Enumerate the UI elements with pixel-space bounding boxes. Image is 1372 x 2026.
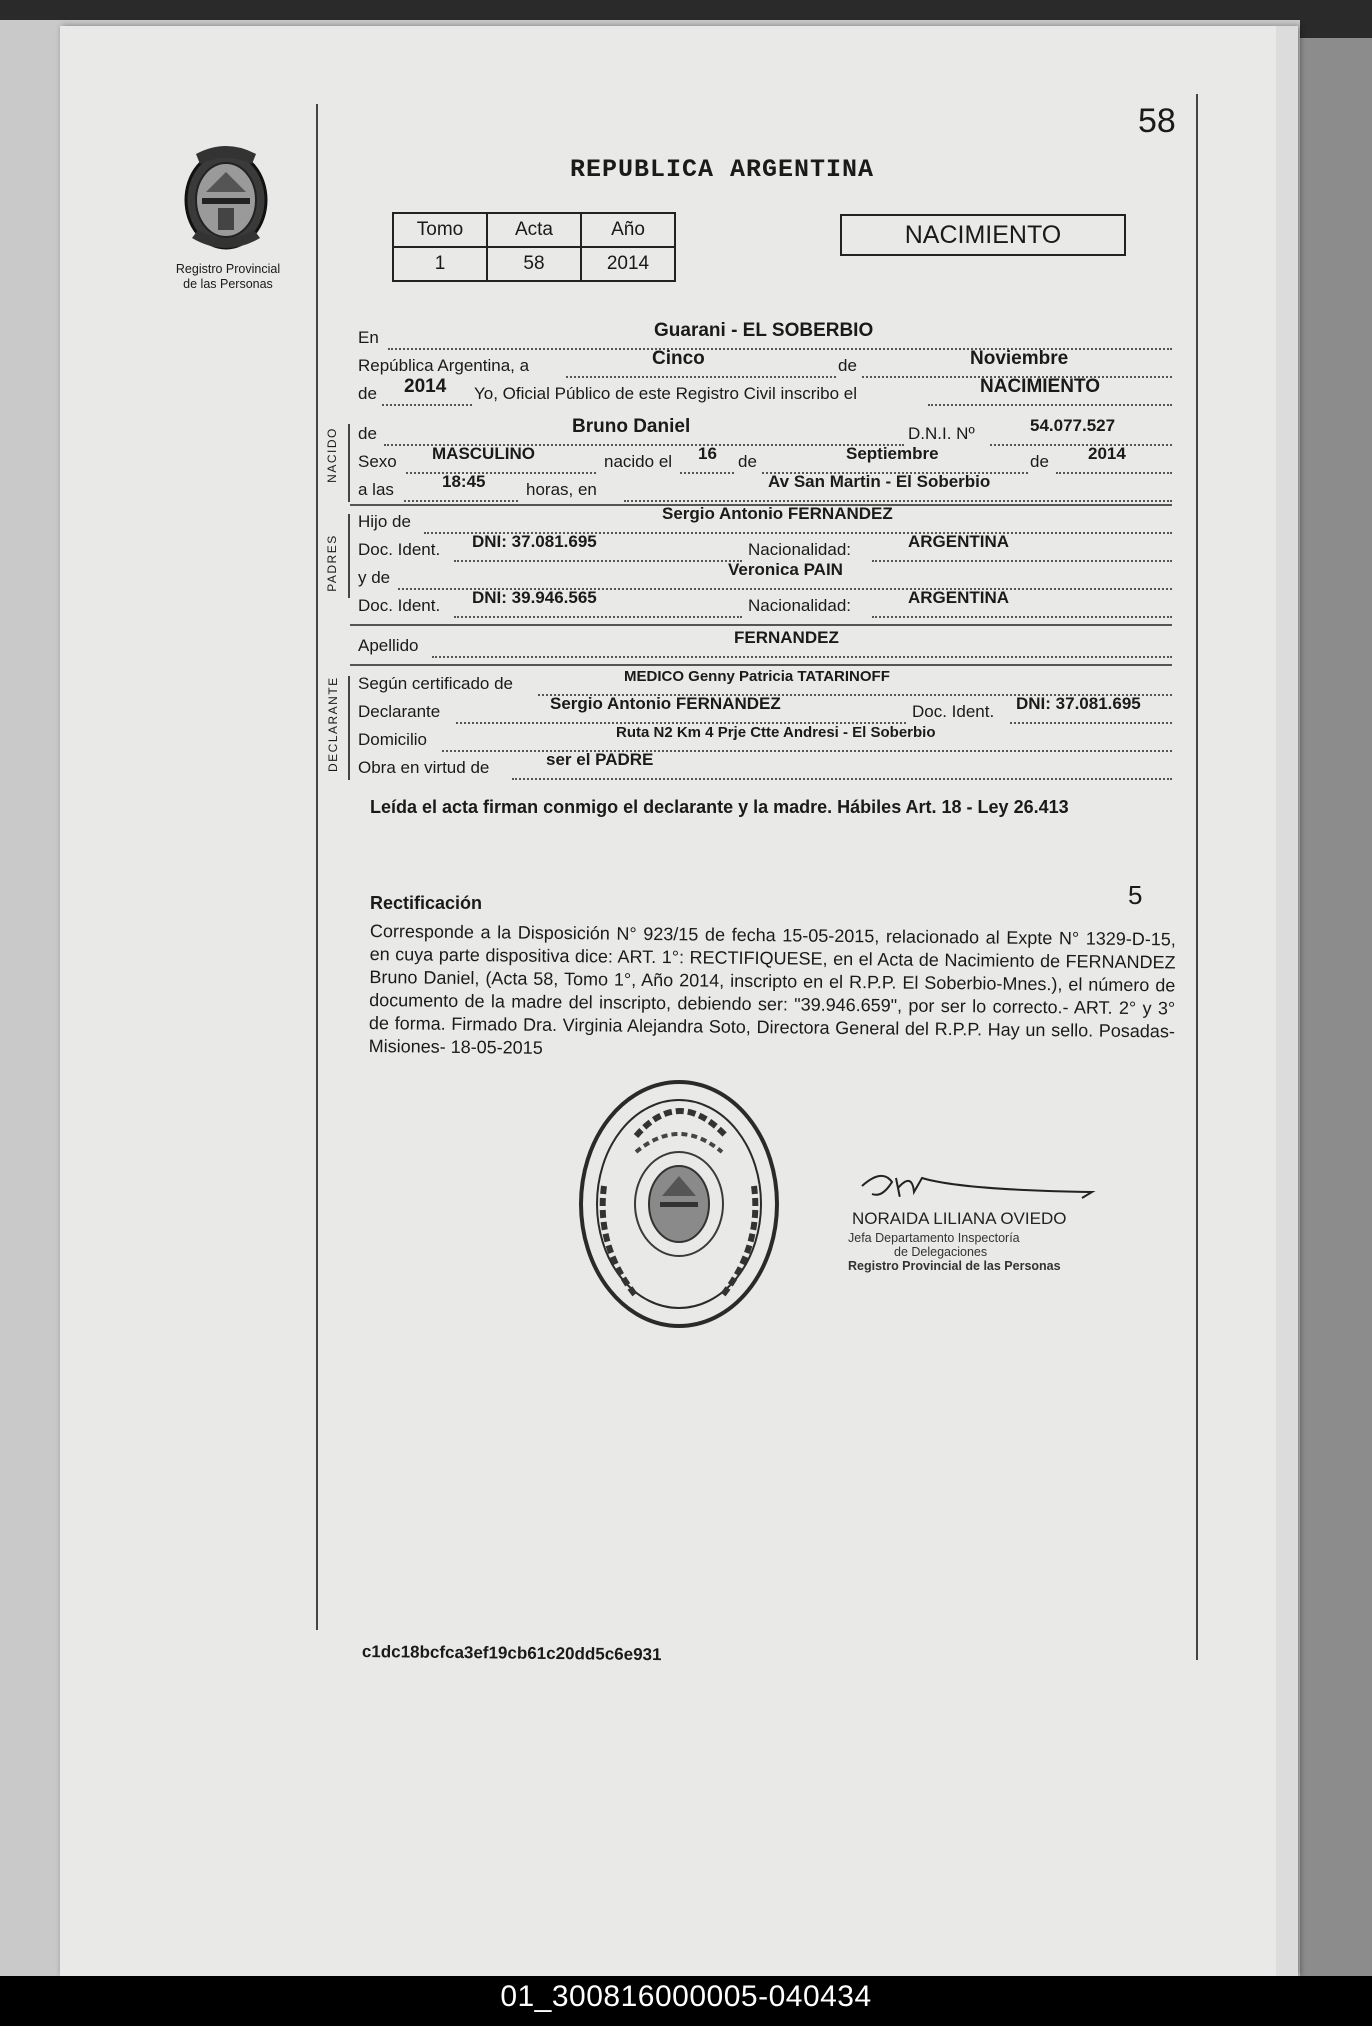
father-doc-value: DNI: 37.081.695 — [472, 532, 597, 551]
birth-de-label-2: de — [1030, 452, 1049, 471]
page-number: 58 — [1138, 102, 1176, 140]
header-tomo: Tomo — [393, 213, 487, 247]
yde-label: y de — [358, 568, 391, 587]
signatory-name: NORAIDA LILIANA OVIEDO — [852, 1209, 1067, 1228]
father-value: Sergio Antonio FERNANDEZ — [662, 504, 893, 523]
signatory-line1: Jefa Departamento Inspectoría — [848, 1231, 1020, 1245]
birth-day-value: 16 — [698, 444, 717, 463]
mother-doc-label: Doc. Ident. — [358, 596, 441, 615]
section-bracket-padres — [348, 514, 350, 598]
dni-value: 54.077.527 — [1030, 416, 1116, 435]
cert-label: Según certificado de — [358, 674, 513, 693]
rectification-text: Corresponde a la Disposición N° 923/15 de fecha 15-05-2015, relacionado al Expte N° 1329-D-15, en cuya parte dispositiva dice: ART. 1°: RECTIFIQUESE, en el Acta de Nacimiento de FERNANDEZ Bruno Daniel, (Acta 58, Tomo 1°, Año 2014, inscripto en el R.P.P. El Soberbio-Mnes.), el número de documento de la madre del inscripto, debiendo ser: "39.946.659", por ser lo correcto.- ART. 2° y 3° de forma. Firmado Dra. Virginia Alejandra Soto, Directora General del R.P.P. Hay un sello. Posadas- Misiones- 18-05-2015 — [368, 920, 1176, 1058]
year-de-label: de — [358, 384, 377, 403]
en-label: En — [358, 328, 379, 347]
official-seal-stamp — [576, 1076, 782, 1332]
cert-value: MEDICO Genny Patricia TATARINOFF — [624, 668, 890, 685]
header-acta: Acta — [487, 213, 581, 247]
mother-nat-label: Nacionalidad: — [748, 596, 852, 615]
side-label-padres: PADRES — [325, 534, 339, 592]
place-value: Av San Martin - El Soberbio — [768, 472, 991, 491]
document-hash: c1dc18bcfca3ef19cb61c20dd5c6e931 — [361, 1642, 662, 1665]
month-value: Noviembre — [970, 348, 1069, 369]
reference-header-row — [393, 213, 675, 247]
birth-de-label: de — [738, 452, 757, 471]
apellido-label: Apellido — [358, 636, 419, 655]
document-title: REPUBLICA ARGENTINA — [570, 155, 875, 184]
oficial-label: Yo, Oficial Público de este Registro Civil inscribo el — [474, 384, 857, 403]
side-label-nacido: NACIDO — [325, 427, 339, 483]
agency-line1: Registro Provincial — [175, 262, 281, 276]
declarante-doc-label: Doc. Ident. — [912, 702, 995, 721]
right-margin-line — [1196, 94, 1198, 1660]
father-nat-value: ARGENTINA — [908, 532, 1010, 551]
day-value: Cinco — [652, 348, 705, 369]
agency-caption — [158, 262, 298, 292]
mother-value: Veronica PAIN — [728, 560, 843, 579]
father-doc-label: Doc. Ident. — [358, 540, 441, 559]
day-de-label: de — [838, 356, 857, 375]
reference-value-row — [393, 247, 675, 281]
rectification-title: Rectificación — [370, 893, 483, 913]
closing-note: Leída el acta firman conmigo el declarante y la madre. Hábiles Art. 18 - Ley 26.413 — [370, 797, 1069, 817]
time-value: 18:45 — [442, 472, 486, 491]
obra-value: ser el PADRE — [546, 750, 654, 769]
left-margin-line — [316, 104, 318, 1630]
page-edge — [1276, 26, 1298, 1976]
hijo-label: Hijo de — [358, 512, 411, 531]
section-bracket-declarante — [348, 676, 350, 780]
mother-doc-value: DNI: 39.946.565 — [472, 588, 597, 607]
apellido-divider — [350, 664, 1172, 666]
nacido-de-label: de — [358, 424, 377, 443]
misiones-coat-of-arms-logo — [178, 142, 274, 260]
nacido-el-label: nacido el — [604, 452, 673, 471]
republica-label: República Argentina, a — [358, 356, 530, 375]
alas-label: a las — [358, 480, 394, 499]
horas-label: horas, en — [526, 480, 597, 499]
en-value: Guarani - EL SOBERBIO — [654, 320, 874, 341]
value-acta: 58 — [487, 247, 581, 281]
signatory-line2: de Delegaciones — [894, 1245, 988, 1259]
sexo-value: MASCULINO — [432, 444, 535, 463]
apellido-value: FERNANDEZ — [734, 628, 839, 647]
rectification-number: 5 — [1128, 880, 1143, 910]
declarante-label: Declarante — [358, 702, 441, 721]
declarante-value: Sergio Antonio FERNANDEZ — [550, 694, 781, 713]
agency-line2: de las Personas — [183, 277, 273, 291]
birth-month-value: Septiembre — [846, 444, 939, 463]
sexo-label: Sexo — [358, 452, 397, 471]
reference-table — [392, 212, 676, 282]
section-bracket-nacido — [348, 424, 350, 502]
domicilio-value: Ruta N2 Km 4 Prje Ctte Andresi - El Soberbio — [616, 724, 936, 741]
year-value: 2014 — [404, 376, 447, 397]
signatory-line3: Registro Provincial de las Personas — [848, 1259, 1061, 1273]
padres-divider — [350, 624, 1172, 626]
handwritten-signature — [842, 1168, 1098, 1274]
header-ano: Año — [581, 213, 675, 247]
value-ano: 2014 — [581, 247, 675, 281]
birth-year-value: 2014 — [1088, 444, 1126, 463]
domicilio-label: Domicilio — [358, 730, 427, 749]
child-name-value: Bruno Daniel — [572, 416, 691, 437]
side-label-declarante: DECLARANTE — [326, 676, 340, 772]
footer-code: 01_300816000005-040434 — [500, 1980, 872, 2013]
inscribe-value: NACIMIENTO — [980, 376, 1100, 397]
value-tomo: 1 — [393, 247, 487, 281]
record-type-box: NACIMIENTO — [840, 214, 1126, 256]
mother-nat-value: ARGENTINA — [908, 588, 1010, 607]
dni-label: D.N.I. Nº — [908, 424, 975, 443]
father-nat-label: Nacionalidad: — [748, 540, 852, 559]
obra-label: Obra en virtud de — [358, 758, 490, 777]
declarante-doc-value: DNI: 37.081.695 — [1016, 694, 1141, 713]
